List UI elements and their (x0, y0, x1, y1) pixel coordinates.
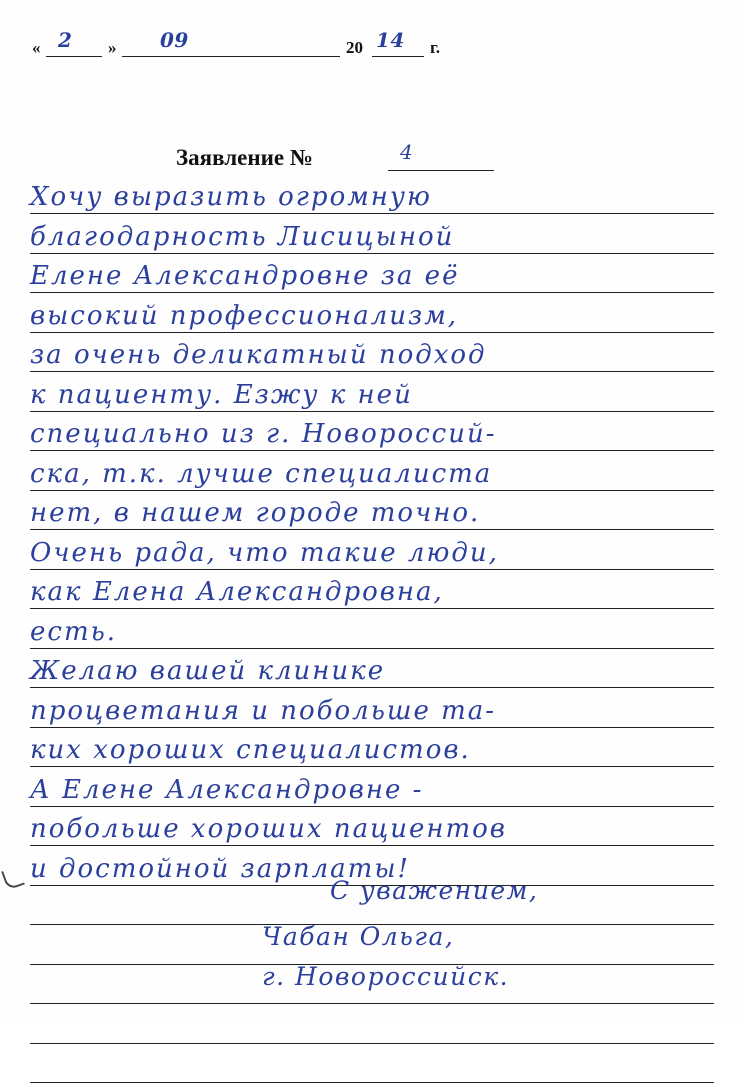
rule-stroke (30, 766, 714, 767)
rule-stroke (30, 608, 714, 609)
rule-stroke (30, 806, 714, 807)
ruled-line (30, 729, 714, 767)
ruled-line (30, 690, 714, 728)
year-prefix: 20 (346, 38, 363, 57)
quote-close: » (108, 38, 117, 57)
rule-stroke (30, 1003, 714, 1004)
handwritten-line-text: нет, в нашем городе точно. (30, 498, 481, 528)
ruled-line (30, 295, 714, 333)
handwritten-line-text: А Елене Александровне - (30, 774, 424, 805)
rule-stroke (30, 569, 714, 570)
handwritten-line-text: к пациенту. Езжу к ней (30, 379, 413, 410)
ruled-line (30, 611, 714, 649)
application-number: 4 (400, 140, 414, 164)
handwritten-line-text: Елене Александровне за её (30, 261, 460, 291)
signature-name: Чабан Ольга, (262, 922, 455, 951)
handwritten-line-text: ких хороших специалистов. (30, 735, 471, 765)
rule-stroke (30, 411, 714, 412)
ruled-line (30, 374, 714, 412)
year-suffix: 14 (376, 28, 405, 52)
ruled-line (30, 1045, 714, 1083)
ruled-line (30, 571, 714, 609)
handwritten-line-text: высокий профессионализм, (30, 300, 459, 331)
rule-stroke (30, 490, 714, 491)
signature-greeting: С уважением, (330, 876, 539, 905)
rule-stroke (30, 687, 714, 688)
rule-stroke (30, 213, 714, 214)
ruled-line (30, 413, 714, 451)
rule-stroke (30, 253, 714, 254)
year-blank-line (372, 56, 424, 57)
rule-stroke (30, 727, 714, 728)
rule-stroke (30, 332, 714, 333)
margin-mark (1, 866, 25, 891)
ruled-line (30, 769, 714, 807)
year-abbrev: г. (430, 38, 441, 57)
month-blank-line (122, 56, 340, 57)
handwritten-line-text: за очень деликатный подход (30, 340, 487, 370)
ruled-line (30, 255, 714, 293)
rule-stroke (30, 1043, 714, 1044)
handwritten-line-text: Хочу выразить огромную (30, 182, 432, 212)
handwritten-line-text: специально из г. Новороссий- (30, 419, 497, 449)
number-blank-line (388, 170, 494, 171)
rule-stroke (30, 648, 714, 649)
handwritten-line-text: процветания и побольше та- (30, 695, 497, 726)
ruled-line (30, 216, 714, 254)
rule-stroke (30, 450, 714, 451)
handwritten-line-text: как Елена Александровна, (30, 577, 444, 607)
ruled-line (30, 650, 714, 688)
day-blank-line (46, 56, 102, 57)
handwritten-line-text: Очень рада, что такие люди, (30, 537, 499, 568)
ruled-line (30, 453, 714, 491)
rule-stroke (30, 292, 714, 293)
ruled-line (30, 492, 714, 530)
document-title: Заявление № (176, 145, 313, 170)
handwritten-line-text: и достойной зарплаты! (30, 853, 410, 884)
handwritten-line-text: есть. (30, 616, 118, 647)
ruled-line (30, 808, 714, 846)
ruled-line (30, 176, 714, 214)
rule-stroke (30, 845, 714, 846)
handwritten-line-text: побольше хороших пациентов (30, 814, 507, 844)
rule-stroke (30, 529, 714, 530)
handwritten-line-text: Желаю вашей клинике (30, 656, 386, 686)
ruled-line (30, 334, 714, 372)
quote-open: « (32, 38, 41, 57)
day-value: 2 (58, 28, 73, 52)
ruled-line (30, 1006, 714, 1044)
signature-city: г. Новороссийск. (262, 962, 510, 991)
handwritten-line-text: благодарность Лисицыной (30, 221, 455, 252)
rule-stroke (30, 371, 714, 372)
ruled-line (30, 532, 714, 570)
handwritten-line-text: ска, т.к. лучше специалиста (30, 458, 493, 489)
month-value: 09 (160, 28, 189, 52)
